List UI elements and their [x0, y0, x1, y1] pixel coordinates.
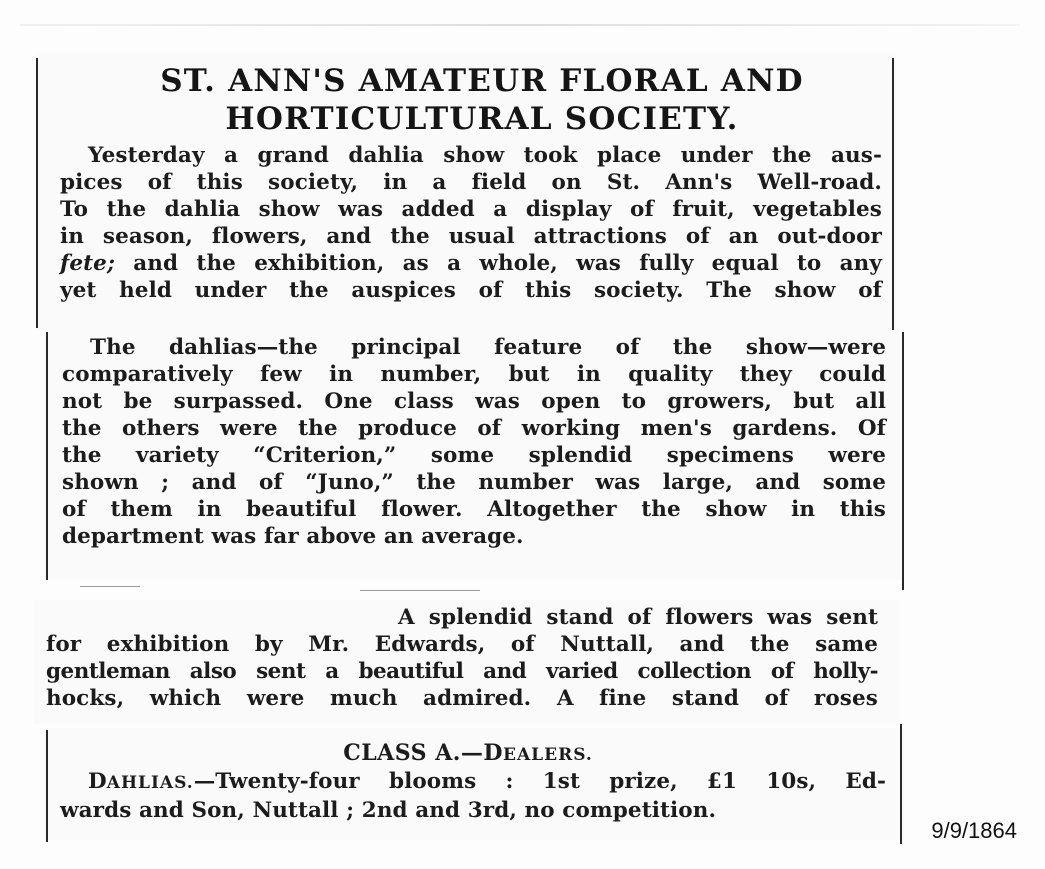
dahlias-smallcaps: AHLIAS.	[106, 773, 194, 793]
paragraph-line: comparatively few in number, but in quality they could	[62, 362, 886, 387]
paragraph-line: hocks, which were much admired. A fine stand of roses	[46, 686, 878, 711]
column-rule-left	[46, 332, 48, 580]
paragraph-line: To the dahlia show was added a display of fruit, vegetables	[60, 197, 882, 222]
paragraph-line: Yesterday a grand dahlia show took place under the aus-	[88, 143, 882, 168]
entry-line-rest: —Twenty-four blooms : 1st prize, £1 10s, Ed-	[193, 769, 886, 794]
date-stamp: 9/9/1864	[931, 818, 1017, 843]
column-rule-right	[902, 332, 904, 590]
class-a-heading	[48, 740, 888, 766]
class-a-entry	[60, 768, 886, 824]
dahlias-cap: D	[88, 769, 107, 794]
paragraph-one	[60, 142, 882, 304]
class-heading-smallcaps: EALERS.	[503, 745, 593, 765]
headline-line-2: HORTICULTURAL SOCIETY.	[225, 101, 739, 137]
column-rule-left	[36, 58, 38, 328]
entry-line	[60, 768, 886, 797]
paragraph-line: in season, flowers, and the usual attractions of an out-door	[60, 224, 882, 249]
italic-fete: fete;	[60, 251, 115, 276]
paragraph-line: for exhibition by Mr. Edwards, of Nuttall, and the same	[46, 632, 878, 657]
paragraph-line: The dahlias—the principal feature of the show—were	[90, 335, 886, 360]
entry-line: wards and Son, Nuttall ; 2nd and 3rd, no competition.	[60, 798, 717, 823]
paragraph-line: A splendid stand of flowers was sent	[398, 605, 878, 630]
paragraph-line: the others were the produce of working men's gardens. Of	[62, 416, 886, 441]
column-rule-right	[892, 58, 894, 330]
paragraph-line: not be surpassed. One class was open to growers, but all	[62, 389, 886, 414]
paragraph-line: department was far above an average.	[62, 524, 524, 549]
class-heading-main: CLASS A.—D	[343, 740, 504, 766]
paragraph-two	[62, 334, 886, 550]
headline-line-1: ST. ANN'S AMATEUR FLORAL AND	[160, 63, 804, 99]
column-rule-right	[900, 724, 902, 844]
paragraph-line-rest: and the exhibition, as a whole, was fully equal to any	[133, 251, 882, 276]
scan-streak	[20, 24, 1020, 26]
paragraph-line: of them in beautiful flower. Altogether the show in this	[62, 497, 886, 522]
article-headline	[72, 62, 892, 138]
paragraph-line-with-italic	[60, 250, 882, 277]
paragraph-line: shown ; and of “Juno,” the number was large, and some	[62, 470, 886, 495]
paragraph-line: yet held under the auspices of this society. The show of	[60, 278, 882, 303]
paragraph-line: the variety “Criterion,” some splendid specimens were	[62, 443, 886, 468]
paragraph-three	[46, 604, 878, 712]
paragraph-line: gentleman also sent a beautiful and varied collection of holly-	[46, 659, 878, 684]
paragraph-line: pices of this society, in a field on St. Ann's Well-road.	[60, 170, 882, 195]
scan-mark	[360, 590, 480, 591]
scan-mark	[80, 586, 140, 587]
